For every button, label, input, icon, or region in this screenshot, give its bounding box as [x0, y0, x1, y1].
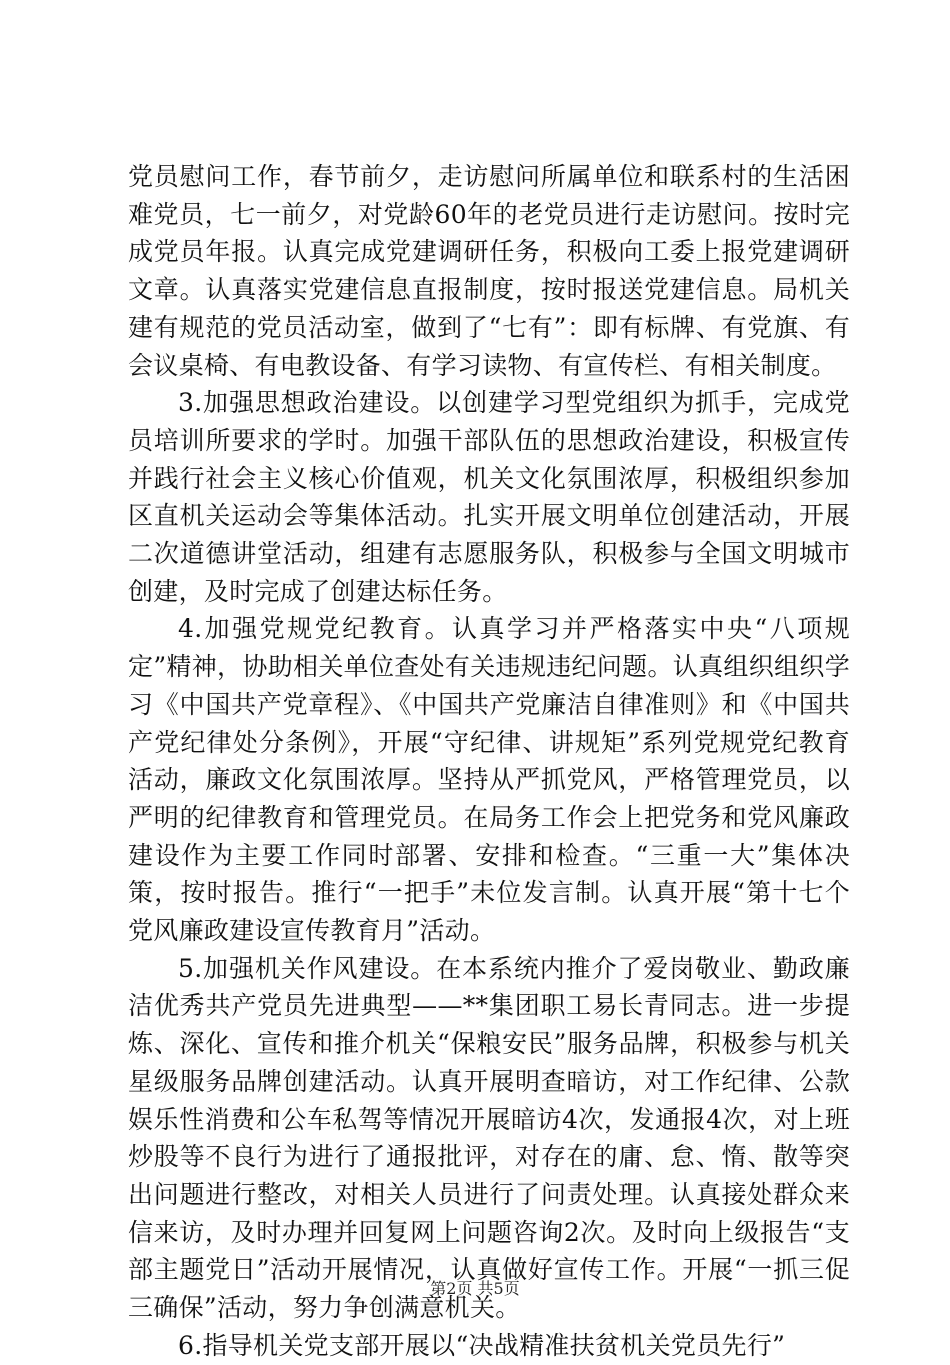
paragraph-item-4: 4.加强党规党纪教育。认真学习并严格落实中央“八项规定”精神，协助相关单位查处有关违规违纪问题。认真组织组织学习《中国共产党章程》、《中国共产党廉洁自律准则》和《中国共产党纪律处分条例》，开展“守纪律、讲规矩”系列党规党纪教育活动，廉政文化氛围浓厚。坚持从严抓党风，严格管理党员，以严明的纪律教育和管理党员。在局务工作会上把党务和党风廉政建设作为主要工作同时部署、安排和检查。“三重一大”集体决策，按时报告。推行“一把手”未位发言制。认真开展“第十七个党风廉政建设宣传教育月”活动。	[128, 614, 850, 946]
page-footer: 第2页 共5页	[430, 1279, 520, 1298]
paragraph-item-3: 3.加强思想政治建设。以创建学习型党组织为抓手，完成党员培训所要求的学时。加强干部队伍的思想政治建设，积极宣传并践行社会主义核心价值观，机关文化氛围浓厚，积极组织参加区直机关运动会等集体活动。扎实开展文明单位创建活动，开展二次道德讲堂活动，组建有志愿服务队，积极参与全国文明城市创建，及时完成了创建达标任务。	[128, 388, 850, 606]
paragraph-item-6: 6.指导机关党支部开展以“决战精准扶贫机关党员先行”	[178, 1330, 786, 1360]
document-body	[128, 158, 850, 1365]
paragraph-item-5: 5.加强机关作风建设。在本系统内推介了爱岗敬业、勤政廉洁优秀共产党员先进典型——**集团职工易长青同志。进一步提炼、深化、宣传和推介机关“保粮安民”服务品牌，积极参与机关星级服务品牌创建活动。认真开展明查暗访，对工作纪律、公款娱乐性消费和公车私驾等情况开展暗访4次，发通报4次，对上班炒股等不良行为进行了通报批评，对存在的庸、怠、惰、散等突出问题进行整改，对相关人员进行了问责处理。认真接处群众来信来访，及时办理并回复网上问题咨询2次。及时向上级报告“支部主题党日”活动开展情况，认真做好宣传工作。开展“一抓三促三确保”活动，努力争创满意机关。	[128, 953, 850, 1323]
paragraph-continuation: 党员慰问工作，春节前夕，走访慰问所属单位和联系村的生活困难党员，七一前夕，对党龄60年的老党员进行走访慰问。按时完成党员年报。认真完成党建调研任务，积极向工委上报党建调研文章。认真落实党建信息直报制度，按时报送党建信息。局机关建有规范的党员活动室，做到了“七有”：即有标牌、有党旗、有会议桌椅、有电教设备、有学习读物、有宣传栏、有相关制度。	[128, 162, 850, 380]
